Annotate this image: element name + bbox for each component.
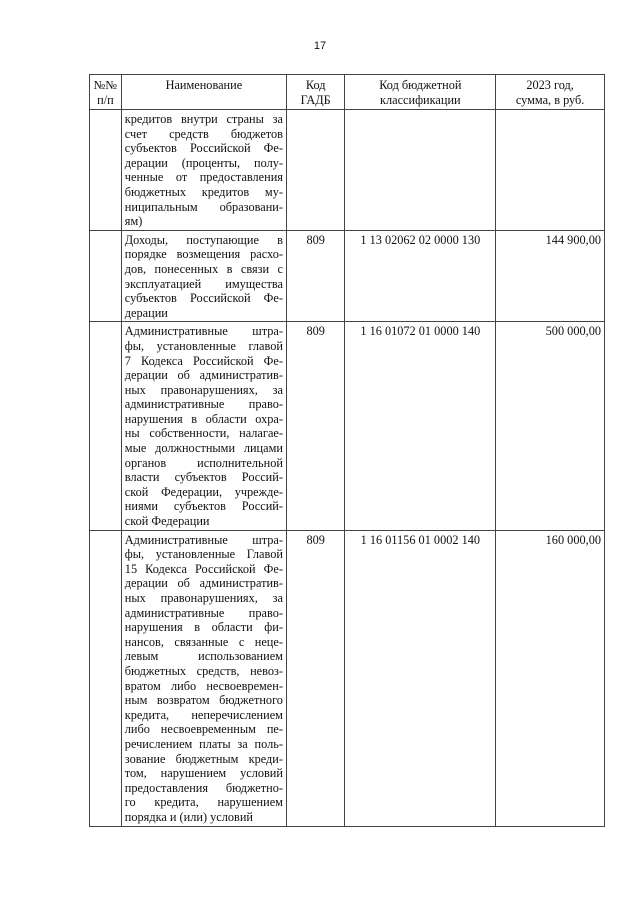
row-name-line: левым использованием <box>124 649 283 664</box>
row-name-line: дерации об административ- <box>124 368 283 383</box>
row-name-cell <box>121 530 286 826</box>
row-name-line: нансов, связанные с неце- <box>124 634 283 649</box>
row-sum-cell: 144 900,00 <box>496 230 605 322</box>
row-kbk-cell <box>345 110 496 231</box>
row-name-line: 15 Кодекса Российской Фе- <box>124 561 283 576</box>
row-gadb-cell: 809 <box>286 322 344 530</box>
row-name-line: ным возвратом бюджетного <box>124 693 283 708</box>
row-name-line: порядка и (или) условий <box>124 809 253 824</box>
row-kbk-cell: 1 13 02062 02 0000 130 <box>345 230 496 322</box>
header-gadb-code <box>286 75 344 110</box>
row-name-line: мые должностными лицами <box>124 441 283 456</box>
row-number-cell <box>90 110 122 231</box>
row-name-line: ской Федерации, учрежде- <box>124 484 283 499</box>
row-name-line: ям) <box>124 214 143 229</box>
row-sum-cell <box>496 110 605 231</box>
row-name-cell <box>121 322 286 530</box>
row-name-line: фы, установленные главой <box>124 338 283 353</box>
row-name-line: нарушения в области охра- <box>124 411 283 426</box>
row-name-line: вратом либо несвоевремен- <box>124 678 283 693</box>
row-name-line: Административные штра- <box>124 324 283 339</box>
row-name-cell <box>121 110 286 231</box>
header-kbk-line: Код бюджетной <box>379 78 462 92</box>
row-sum-cell: 500 000,00 <box>496 322 605 530</box>
header-number <box>90 75 122 110</box>
header-number-line: №№ <box>93 78 118 92</box>
row-name-line: либо несвоевременным пе- <box>124 722 283 737</box>
table-row <box>90 322 605 530</box>
row-name-line: эксплуатацией имущества <box>124 276 283 291</box>
table-body <box>90 110 605 827</box>
row-name-line: дерации об административ- <box>124 576 283 591</box>
header-gadb-line: ГАДБ <box>300 93 331 107</box>
row-name-line: дерации (проценты, полу- <box>124 155 283 170</box>
row-name-line: ных правонарушениях, за <box>124 382 283 397</box>
header-sum-line: сумма, в руб. <box>515 93 585 107</box>
row-name-line: Доходы, поступающие в <box>124 232 283 247</box>
row-name-line: порядке возмещения расхо- <box>124 247 283 262</box>
table-row <box>90 530 605 826</box>
row-name-line: ны собственности, налагае- <box>124 426 283 441</box>
header-number-line: п/п <box>97 93 114 107</box>
row-name-line: фы, установленные Главой <box>124 547 283 562</box>
row-name-line: том, нарушением условий <box>124 766 283 781</box>
row-name-line: дов, понесенных в связи с <box>124 261 283 276</box>
header-sum-line: 2023 год, <box>526 78 574 92</box>
row-name-line: ской Федерации <box>124 514 210 529</box>
row-name-line: ченные от предоставления <box>124 170 283 185</box>
row-name-line: счет средств бюджетов <box>124 126 283 141</box>
row-name-line: дерации <box>124 305 168 320</box>
row-gadb-cell: 809 <box>286 230 344 322</box>
row-name-line: бюджетных средств, невоз- <box>124 663 283 678</box>
row-name-line: субъектов Российской Фе- <box>124 291 283 306</box>
row-name-line: речислением платы за поль- <box>124 736 283 751</box>
row-name-line: бюджетных кредитов му- <box>124 184 283 199</box>
header-name-line: Наименование <box>165 78 243 92</box>
row-number-cell <box>90 530 122 826</box>
header-kbk-line: классификации <box>380 93 461 107</box>
header-gadb-line: Код <box>305 78 326 92</box>
page-number: 17 <box>313 40 327 52</box>
row-name-line: кредита, неперечислением <box>124 707 283 722</box>
row-name-line: предоставления бюджетно- <box>124 780 283 795</box>
header-sum-2023 <box>496 75 605 110</box>
row-number-cell <box>90 322 122 530</box>
row-name-cell <box>121 230 286 322</box>
row-name-line: административные право- <box>124 605 283 620</box>
row-name-line: кредитов внутри страны за <box>124 112 283 126</box>
header-budget-classification-code <box>345 75 496 110</box>
row-gadb-cell: 809 <box>286 530 344 826</box>
row-name-line: Административные штра- <box>124 532 283 547</box>
table-header-row <box>90 75 605 110</box>
row-gadb-cell <box>286 110 344 231</box>
header-name <box>121 75 286 110</box>
row-name-line: органов исполнительной <box>124 455 283 470</box>
row-name-line: ниципальным образовани- <box>124 199 283 214</box>
row-name-line: 7 Кодекса Российской Фе- <box>124 353 283 368</box>
row-number-cell <box>90 230 122 322</box>
row-kbk-cell: 1 16 01072 01 0000 140 <box>345 322 496 530</box>
row-name-line: власти субъектов Россий- <box>124 470 283 485</box>
row-name-line: нарушения в области фи- <box>124 620 283 635</box>
row-kbk-cell: 1 16 01156 01 0002 140 <box>345 530 496 826</box>
row-name-line: зование бюджетным креди- <box>124 751 283 766</box>
row-name-line: субъектов Российской Фе- <box>124 141 283 156</box>
table-row <box>90 230 605 322</box>
row-name-line: ных правонарушениях, за <box>124 591 283 605</box>
row-name-line: го кредита, нарушением <box>124 795 283 810</box>
row-name-line: административные право- <box>124 397 283 412</box>
row-sum-cell: 160 000,00 <box>496 530 605 826</box>
row-name-line: ниями субъектов Россий- <box>124 499 283 514</box>
table-row <box>90 110 605 231</box>
budget-revenue-table <box>89 74 605 827</box>
